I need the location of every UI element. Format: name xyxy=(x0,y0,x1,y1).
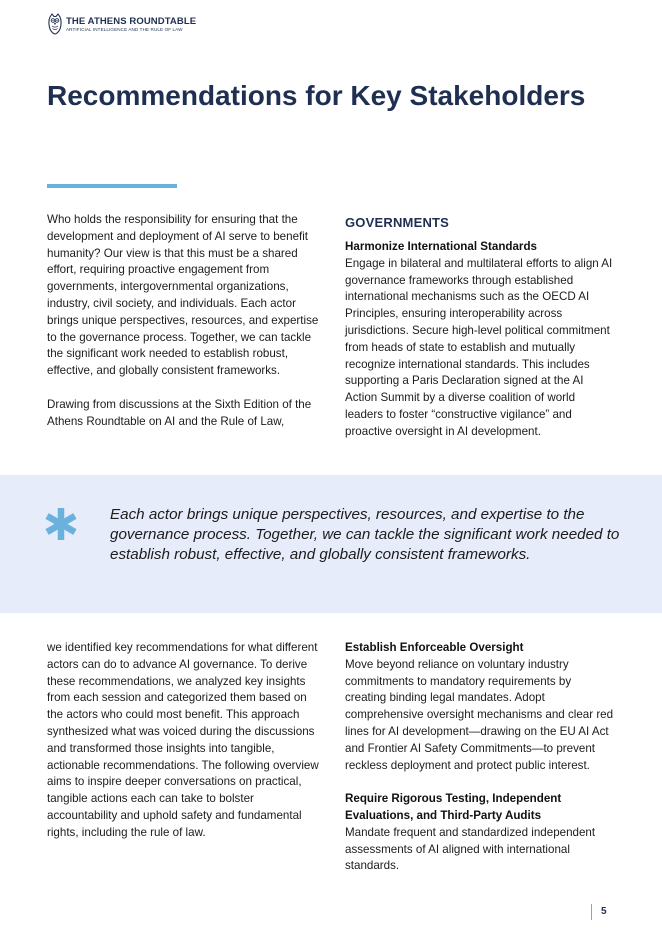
brand-name: THE ATHENS ROUNDTABLE xyxy=(66,15,197,27)
governments-column xyxy=(345,212,615,441)
intro-paragraph-1: Who holds the responsibility for ensuring that the development and deployment of AI serve to benefit humanity? Our view is that this must be a shared effort, requiring proactive engagement from governments, intergovernmental organizations, industry, civil society, and individuals. Each actor brings unique perspectives, resources, and expertise to the governance process. Together, we can tackle the significant work needed to establish robust, effective, and globally consistent frameworks. xyxy=(47,213,319,378)
header xyxy=(47,13,196,35)
page-title: Recommendations for Key Stakeholders xyxy=(47,80,586,111)
title-underline xyxy=(47,184,177,188)
asterisk-icon xyxy=(44,507,78,541)
intro-continuation-column xyxy=(47,640,322,842)
pull-quote-text: Each actor brings unique perspectives, resources, and expertise to the governance process. Together, we can tackle the significant work needed to establish robust, effective, and globally consistent frameworks. xyxy=(110,506,620,563)
recommendation-body: Engage in bilateral and multilateral efforts to align AI governance frameworks through established international mechanisms such as the OECD AI Principles, ensuring interoperability across jurisdictions. Secure high-level political commitment from heads of state to establish and mutually recognize international standards. This includes supporting a Paris Declaration signed at the AI Action Summit by a diverse coalition of world leaders to foster “constructive vigilance” and proactive oversight in AI development. xyxy=(345,256,613,438)
page-number: 5 xyxy=(591,904,607,920)
intro-paragraph-2: Drawing from discussions at the Sixth Edition of the Athens Roundtable on AI and the Rule of Law, xyxy=(47,397,312,428)
section-heading-governments: GOVERNMENTS xyxy=(345,215,450,230)
owl-icon xyxy=(47,13,63,35)
brand-text xyxy=(66,16,196,33)
governments-continued-column xyxy=(345,640,615,875)
intro-column xyxy=(47,212,322,430)
recommendation-block xyxy=(345,791,615,875)
recommendation-body: Mandate frequent and standardized independent assessments of AI aligned with international standards. xyxy=(345,825,596,873)
recommendation-block xyxy=(345,640,615,774)
intro-continuation: we identified key recommendations for what different actors can do to advance AI governance. To derive these recommendations, we analyzed key insights from each session and categorized them based on the actors who could most benefit. This approach synthesized what was voiced during the discussions and transformed those insights into tangible, actionable recommendations. The following overview aims to inspire deeper conversations on practical, tangible actions each can take to bolster accountability and uphold safety and fundamental rights, including the rule of law. xyxy=(47,641,319,839)
recommendation-body: Move beyond reliance on voluntary industry commitments to mandatory requirements by creating binding legal mandates. Adopt comprehensive oversight mechanisms and clear red lines for AI development—drawing on the EU AI Act and Frontier AI Safety Commitments—to prevent reckless deployment and protect public interest. xyxy=(345,657,614,772)
recommendation-title: Require Rigorous Testing, Independent Evaluations, and Third-Party Audits xyxy=(345,792,562,822)
recommendation-title: Harmonize International Standards xyxy=(345,240,537,253)
recommendation-title: Establish Enforceable Oversight xyxy=(345,641,524,654)
brand-subtitle: ARTIFICIAL INTELLIGENCE AND THE RULE OF LAW xyxy=(66,26,183,32)
